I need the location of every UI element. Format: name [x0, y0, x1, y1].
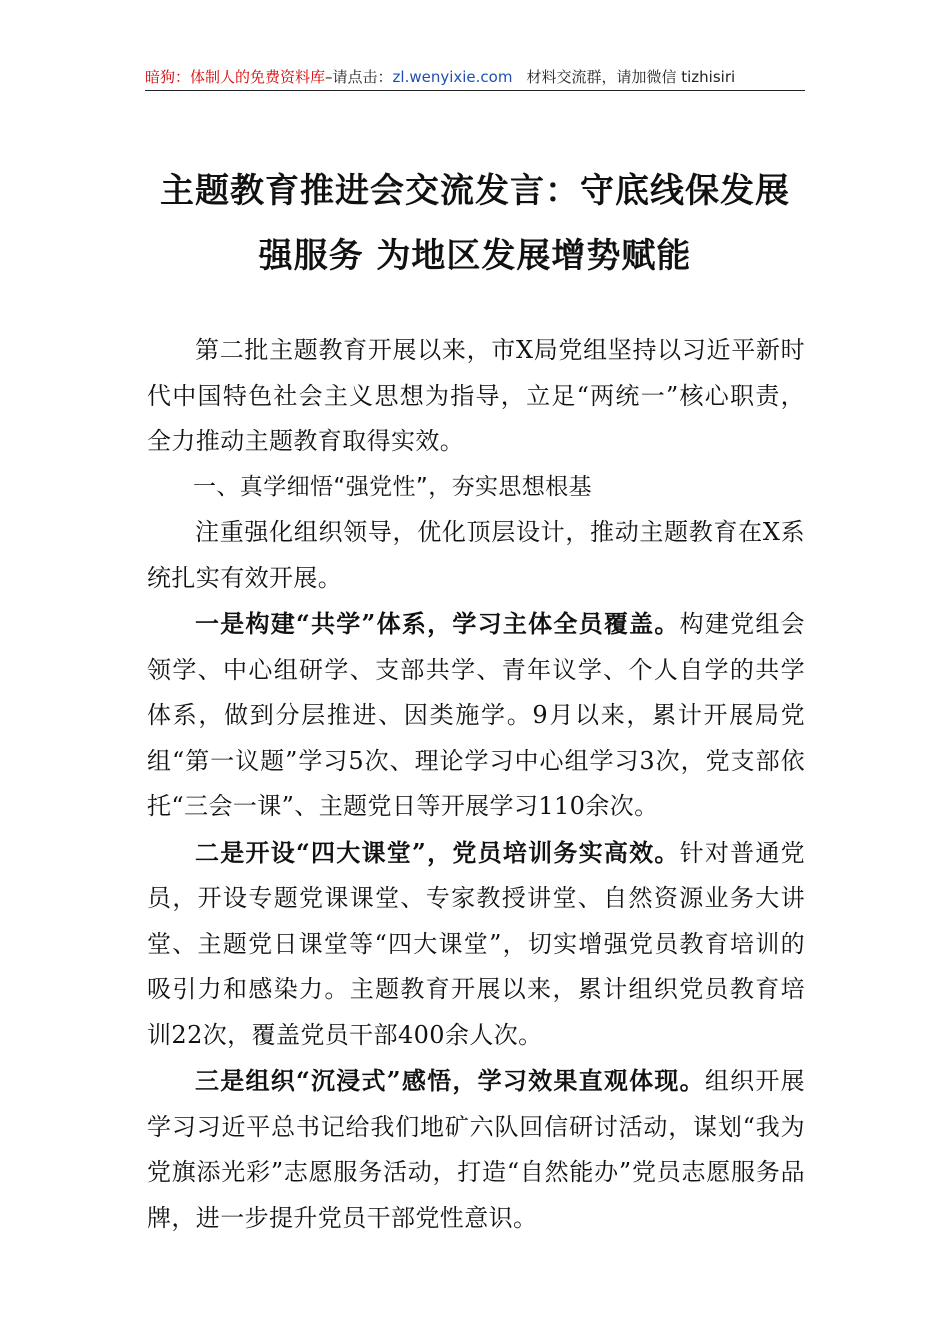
- page-header: [145, 66, 805, 91]
- document-body: [147, 328, 805, 1241]
- document-title-line-2: 强服务 为地区发展增势赋能: [258, 236, 692, 276]
- section-1-intro: 注重强化组织领导，优化顶层设计，推动主题教育在X系统扎实有效开展。: [147, 518, 805, 592]
- item-2-lead: 二是开设“四大课堂”，党员培训务实高效。: [195, 837, 680, 867]
- item-2-text: 针对普通党员，开设专题党课课堂、专家教授讲堂、自然资源业务大讲堂、主题党日课堂等“四大课堂”，切实增强党员教育培训的吸引力和感染力。主题教育开展以来，累计组织党员教育培训22次，覆盖党员干部400余人次。: [147, 838, 806, 1049]
- item-3-lead: 三是组织“沉浸式”感悟，学习效果直观体现。: [195, 1066, 705, 1095]
- item-1-lead: 一是构建“共学”体系，学习主体全员覆盖。: [195, 609, 680, 638]
- item-1-text: 构建党组会领学、中心组研学、支部共学、青年议学、个人自学的共学体系，做到分层推进、因类施学。9月以来，累计开展局党组“第一议题”学习5次、理论学习中心组学习3次，党支部依托“三会一课”、主题党日等开展学习110余次。: [147, 610, 806, 820]
- document-title-line-1: 主题教育推进会交流发言：守底线保发展: [160, 171, 790, 211]
- item-3-text: 组织开展学习习近平总书记给我们地矿六队回信研讨活动，谋划“我为党旗添光彩”志愿服务活动，打造“自然能办”党员志愿服务品牌，进一步提升党员干部党性意识。: [147, 1067, 805, 1232]
- header-click-label: –请点击：: [325, 68, 393, 86]
- item-1-paragraph: [147, 601, 805, 830]
- item-2-paragraph: [147, 830, 805, 1059]
- intro-paragraph: 第二批主题教育开展以来，市X局党组坚持以习近平新时代中国特色社会主义思想为指导，立足“两统一”核心职责，全力推动主题教育取得实效。: [147, 336, 805, 455]
- header-url-link[interactable]: zl.wenyixie.com: [392, 68, 513, 86]
- header-brand: 暗狗：体制人的免费资料库: [145, 68, 326, 86]
- header-wechat: 材料交流群，请加微信 tizhisiri: [526, 68, 736, 86]
- item-3-paragraph: [147, 1058, 805, 1241]
- section-1-heading: 一、真学细悟“强党性”，夯实思想根基: [193, 473, 593, 500]
